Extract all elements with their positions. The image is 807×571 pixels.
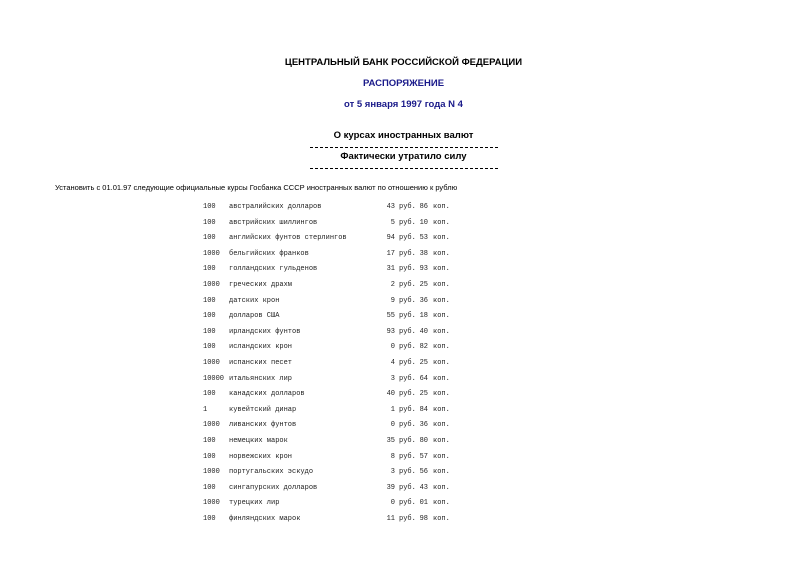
rate-quantity: 1000 (203, 499, 220, 508)
rate-kop-unit: коп. (433, 421, 450, 430)
rate-kop-unit: коп. (433, 514, 450, 523)
rate-currency: финляндских марок (229, 514, 301, 523)
rate-kopecks: 84 (419, 405, 428, 414)
rate-rubles: 43 (386, 203, 395, 211)
table-row (0, 419, 807, 435)
rate-currency: греческих драхм (229, 280, 293, 289)
rate-kop-unit: коп. (433, 499, 450, 508)
table-row (0, 404, 807, 420)
rate-kop-unit: коп. (433, 312, 450, 321)
table-row (0, 497, 807, 513)
rate-currency: сингапурских долларов (229, 483, 318, 492)
rate-currency: австралийских долларов (229, 203, 322, 211)
table-row (0, 341, 807, 357)
rate-kop-unit: коп. (433, 203, 450, 211)
rate-quantity: 100 (203, 265, 216, 274)
rate-currency: итальянских лир (229, 374, 293, 383)
rate-currency: ирландских фунтов (229, 327, 301, 336)
exchange-rates-table (0, 201, 807, 528)
document-status: Фактически утратило силу (340, 151, 467, 162)
issuer-title: ЦЕНТРАЛЬНЫЙ БАНК РОССИЙСКОЙ ФЕДЕРАЦИИ (284, 57, 523, 68)
rate-rubles: 1 (390, 405, 395, 414)
rate-rub-unit: руб. (399, 390, 416, 399)
rate-kopecks: 36 (419, 421, 428, 430)
table-row (0, 388, 807, 404)
rate-rubles: 9 (390, 296, 395, 305)
rate-kop-unit: коп. (433, 280, 450, 289)
rate-currency: ливанских фунтов (229, 421, 297, 430)
rate-rubles: 31 (386, 265, 395, 274)
rate-kop-unit: коп. (433, 327, 450, 336)
rate-quantity: 100 (203, 234, 216, 243)
rate-quantity: 1 (203, 405, 208, 414)
rate-quantity: 100 (203, 296, 216, 305)
rate-currency: португальских эскудо (229, 468, 314, 477)
rate-currency: канадских долларов (229, 390, 305, 399)
rate-quantity: 10000 (203, 374, 225, 383)
rate-kopecks: 25 (419, 280, 428, 289)
divider-top (310, 147, 498, 148)
rate-kop-unit: коп. (433, 483, 450, 492)
rate-kop-unit: коп. (433, 390, 450, 399)
rate-rubles: 4 (390, 358, 395, 367)
rate-kop-unit: коп. (433, 343, 450, 352)
rate-kopecks: 01 (419, 499, 428, 508)
rate-rubles: 39 (386, 483, 395, 492)
rate-kopecks: 36 (419, 296, 428, 305)
table-row (0, 373, 807, 389)
rate-kop-unit: коп. (433, 374, 450, 383)
rate-kopecks: 40 (419, 327, 428, 336)
rate-rub-unit: руб. (399, 514, 416, 523)
rate-rub-unit: руб. (399, 203, 416, 211)
rate-kopecks: 64 (419, 374, 428, 383)
rate-kop-unit: коп. (433, 249, 450, 258)
rate-kopecks: 53 (419, 234, 428, 243)
rate-quantity: 1000 (203, 358, 220, 367)
rate-rubles: 11 (386, 514, 395, 523)
rate-kop-unit: коп. (433, 405, 450, 414)
rate-currency: английских фунтов стерлингов (229, 234, 347, 243)
rate-kopecks: 25 (419, 390, 428, 399)
rate-kopecks: 38 (419, 249, 428, 258)
table-row (0, 263, 807, 279)
rate-kopecks: 43 (419, 483, 428, 492)
rate-currency: долларов США (229, 312, 280, 321)
table-row (0, 435, 807, 451)
rate-kop-unit: коп. (433, 296, 450, 305)
rate-kop-unit: коп. (433, 468, 450, 477)
rate-kopecks: 93 (419, 265, 428, 274)
rate-rub-unit: руб. (399, 327, 416, 336)
rate-kop-unit: коп. (433, 436, 450, 445)
table-row (0, 295, 807, 311)
table-row (0, 466, 807, 482)
rate-rubles: 0 (390, 343, 395, 352)
document-date: от 5 января 1997 года N 4 (344, 99, 463, 110)
table-row (0, 248, 807, 264)
rate-kop-unit: коп. (433, 265, 450, 274)
table-row (0, 482, 807, 498)
document-subject: О курсах иностранных валют (333, 130, 474, 141)
rate-rubles: 93 (386, 327, 395, 336)
rate-rub-unit: руб. (399, 312, 416, 321)
rate-quantity: 100 (203, 343, 216, 352)
table-row (0, 326, 807, 342)
rate-quantity: 1000 (203, 249, 220, 258)
rate-kopecks: 82 (419, 343, 428, 352)
table-row (0, 279, 807, 295)
rate-rub-unit: руб. (399, 358, 416, 367)
rate-rubles: 5 (390, 218, 395, 227)
rate-currency: турецких лир (229, 499, 280, 508)
rate-currency: немецких марок (229, 436, 288, 445)
table-row (0, 451, 807, 467)
rate-kopecks: 56 (419, 468, 428, 477)
rate-rubles: 2 (390, 280, 395, 289)
table-row (0, 217, 807, 233)
rate-quantity: 100 (203, 483, 216, 492)
rate-kopecks: 25 (419, 358, 428, 367)
rate-rub-unit: руб. (399, 436, 416, 445)
rate-kop-unit: коп. (433, 452, 450, 461)
table-row (0, 201, 807, 217)
rate-currency: кувейтский динар (229, 405, 297, 414)
rate-currency: голландских гульденов (229, 265, 318, 274)
rate-rub-unit: руб. (399, 499, 416, 508)
rate-quantity: 100 (203, 218, 216, 227)
rate-rubles: 0 (390, 499, 395, 508)
rate-kop-unit: коп. (433, 358, 450, 367)
rate-kopecks: 86 (419, 203, 428, 211)
rate-quantity: 1000 (203, 421, 220, 430)
rate-quantity: 100 (203, 327, 216, 336)
rate-rub-unit: руб. (399, 343, 416, 352)
rate-rubles: 3 (390, 374, 395, 383)
rate-rubles: 35 (386, 436, 395, 445)
rate-rubles: 3 (390, 468, 395, 477)
rate-kopecks: 18 (419, 312, 428, 321)
rate-rub-unit: руб. (399, 483, 416, 492)
rate-rubles: 40 (386, 390, 395, 399)
rate-rubles: 0 (390, 421, 395, 430)
rate-rubles: 94 (386, 234, 395, 243)
rate-rub-unit: руб. (399, 452, 416, 461)
rate-rubles: 17 (386, 249, 395, 258)
rate-currency: исландских крон (229, 343, 293, 352)
rate-kop-unit: коп. (433, 234, 450, 243)
rate-rub-unit: руб. (399, 280, 416, 289)
table-row (0, 310, 807, 326)
rate-kopecks: 80 (419, 436, 428, 445)
table-row (0, 357, 807, 373)
rate-kop-unit: коп. (433, 218, 450, 227)
rate-currency: испанских песет (229, 358, 293, 367)
rate-rub-unit: руб. (399, 234, 416, 243)
table-row (0, 232, 807, 248)
rate-quantity: 100 (203, 203, 216, 211)
rate-rubles: 55 (386, 312, 395, 321)
rate-currency: датских крон (229, 296, 280, 305)
rate-kopecks: 10 (419, 218, 428, 227)
rate-currency: австрийских шиллингов (229, 218, 318, 227)
rate-kopecks: 98 (419, 514, 428, 523)
rate-quantity: 1000 (203, 280, 220, 289)
rate-kopecks: 57 (419, 452, 428, 461)
rate-rub-unit: руб. (399, 296, 416, 305)
document-type: РАСПОРЯЖЕНИЕ (362, 78, 445, 89)
rate-quantity: 100 (203, 312, 216, 321)
rate-quantity: 1000 (203, 468, 220, 477)
rate-quantity: 100 (203, 436, 216, 445)
rate-rub-unit: руб. (399, 265, 416, 274)
rate-rub-unit: руб. (399, 218, 416, 227)
preamble-text: Установить с 01.01.97 следующие официальные курсы Госбанка СССР иностранных валют по отношению к рублю (55, 183, 458, 192)
rate-quantity: 100 (203, 390, 216, 399)
rate-rubles: 8 (390, 452, 395, 461)
table-row (0, 513, 807, 529)
rate-currency: бельгийских франков (229, 249, 309, 258)
rate-quantity: 100 (203, 452, 216, 461)
rate-rub-unit: руб. (399, 405, 416, 414)
rate-rub-unit: руб. (399, 421, 416, 430)
rate-rub-unit: руб. (399, 249, 416, 258)
rate-rub-unit: руб. (399, 374, 416, 383)
rate-currency: норвежских крон (229, 452, 293, 461)
rate-quantity: 100 (203, 514, 216, 523)
divider-bottom (310, 168, 498, 169)
rate-rub-unit: руб. (399, 468, 416, 477)
